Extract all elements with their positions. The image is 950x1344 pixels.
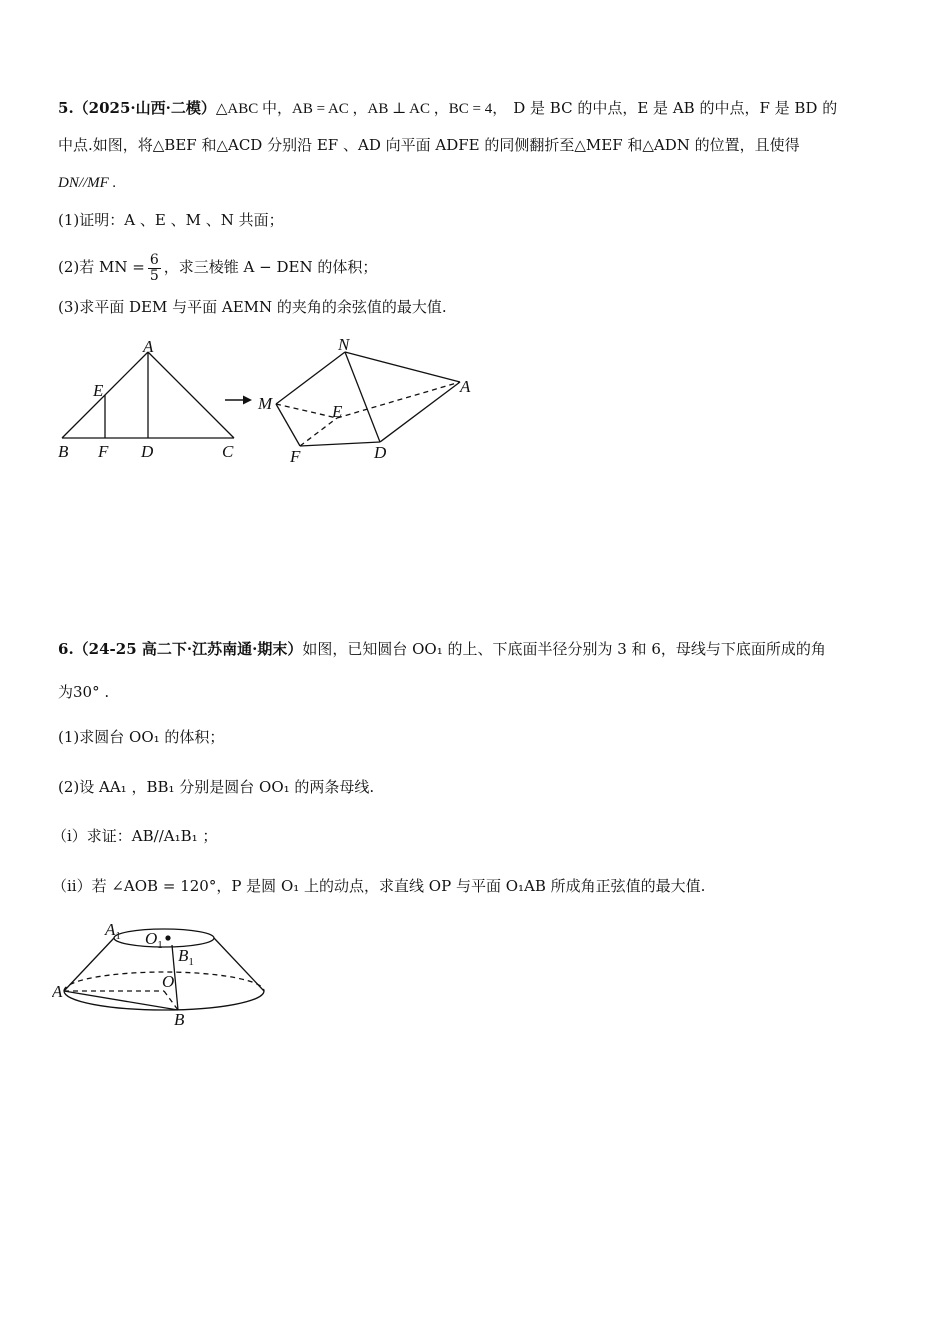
label-a1: $A_1$: [105, 920, 121, 942]
edge-fd: [300, 442, 380, 446]
problem-5-line-3: DN//MF .: [58, 175, 117, 191]
label-e2: E: [332, 402, 343, 421]
center-o1-dot: [165, 935, 170, 940]
problem-5-number: 5: [58, 99, 69, 117]
label-b1: $B_1$: [178, 946, 194, 968]
triangle-abc-figure: [62, 352, 234, 438]
label-f2: F: [290, 447, 301, 466]
problem-6-question-1: (1)求圆台 OO₁ 的体积；: [58, 728, 225, 746]
problem-6-text-1: 如图，已知圆台 OO₁ 的上、下底面半径分别为 3 和 6，母线与下底面所成的角: [302, 640, 826, 658]
problem-6-question-2ii: （ii）若 ∠AOB = 120°，P 是圆 O₁ 上的动点，求直线 OP 与平面 O₁AB 所成角正弦值的最大值.: [52, 877, 706, 895]
edge-nd: [345, 352, 380, 442]
label-m: M: [258, 394, 273, 413]
edge-ac: [148, 352, 234, 438]
q2-suffix: ，求三棱锥 A − DEN 的体积；: [163, 258, 378, 276]
problem-5-text-1a: △ABC 中，AB = AC ，AB ⊥ AC ，BC = 4，: [215, 101, 508, 117]
label-f: F: [98, 442, 109, 461]
problem-5-question-3: (3)求平面 DEM 与平面 AEMN 的夹角的余弦值的最大值.: [58, 298, 447, 316]
problem-6-question-2i: （i）求证：AB//A₁B₁ ；: [52, 827, 218, 845]
edge-fe-hidden: [300, 418, 337, 446]
label-a: A: [52, 982, 63, 1001]
problem-6-line-2: 为30° .: [58, 683, 110, 701]
edge-ab: [64, 991, 178, 1010]
edge-ad: [380, 382, 460, 442]
edge-mf: [276, 404, 300, 446]
problem-5-figure: [50, 330, 490, 470]
problem-5-question-2: [58, 252, 377, 284]
top-base-circle: [114, 929, 214, 947]
edge-ea-hidden: [337, 382, 460, 418]
label-o1: $O_1$: [145, 929, 163, 951]
edge-me-hidden: [276, 404, 337, 418]
problem-5-question-1: (1)证明：A 、E 、M 、N 共面；: [58, 211, 284, 229]
edge-mn: [276, 352, 345, 404]
problem-5-source: （2025·山西·二模）: [73, 99, 216, 117]
arrow-icon: [225, 396, 252, 405]
label-d: D: [141, 442, 154, 461]
problem-5-line-2: 中点.如图，将△BEF 和△ACD 分别沿 EF 、AD 向平面 ADFE 的同侧翻折至△MEF 和△ADN 的位置，且使得: [58, 136, 800, 154]
label-c: C: [222, 442, 234, 461]
label-a: A: [143, 337, 154, 356]
q2-fraction: [148, 253, 161, 284]
folded-solid-figure: [276, 352, 460, 446]
q2-denominator: 5: [149, 267, 159, 284]
problem-5-text-1b: D 是 BC 的中点，E 是 AB 的中点，F 是 BD 的: [513, 99, 838, 117]
label-n: N: [338, 335, 350, 354]
problem-5-line-1: 5.（2025·山西·二模）△ABC 中，AB = AC ，AB ⊥ AC ，BC = 4， D 是 BC 的中点，E 是 AB 的中点，F 是 BD 的: [58, 99, 838, 117]
problem-6-question-2: (2)设 AA₁ ，BB₁ 分别是圆台 OO₁ 的两条母线.: [58, 778, 375, 796]
label-d2: D: [374, 443, 387, 462]
outline-right: [214, 938, 264, 991]
q2-prefix: (2)若 MN =: [58, 258, 145, 276]
problem-6-line-1: 6.（24-25 高二下·江苏南通·期末）如图，已知圆台 OO₁ 的上、下底面半径分别为 3 和 6，母线与下底面所成的角: [58, 640, 826, 658]
label-b: B: [58, 442, 69, 461]
q2-numerator: 6: [149, 251, 159, 268]
label-a2: A: [460, 377, 471, 396]
label-o: O: [162, 972, 175, 991]
generatrix-a-a1: [64, 938, 114, 991]
label-b: B: [174, 1010, 185, 1029]
edge-na: [345, 352, 460, 382]
label-e: E: [93, 381, 104, 400]
problem-6-number: 6: [58, 640, 69, 658]
problem-6-source: （24-25 高二下·江苏南通·期末）: [73, 640, 303, 658]
problem-6-figure: [52, 915, 282, 1030]
